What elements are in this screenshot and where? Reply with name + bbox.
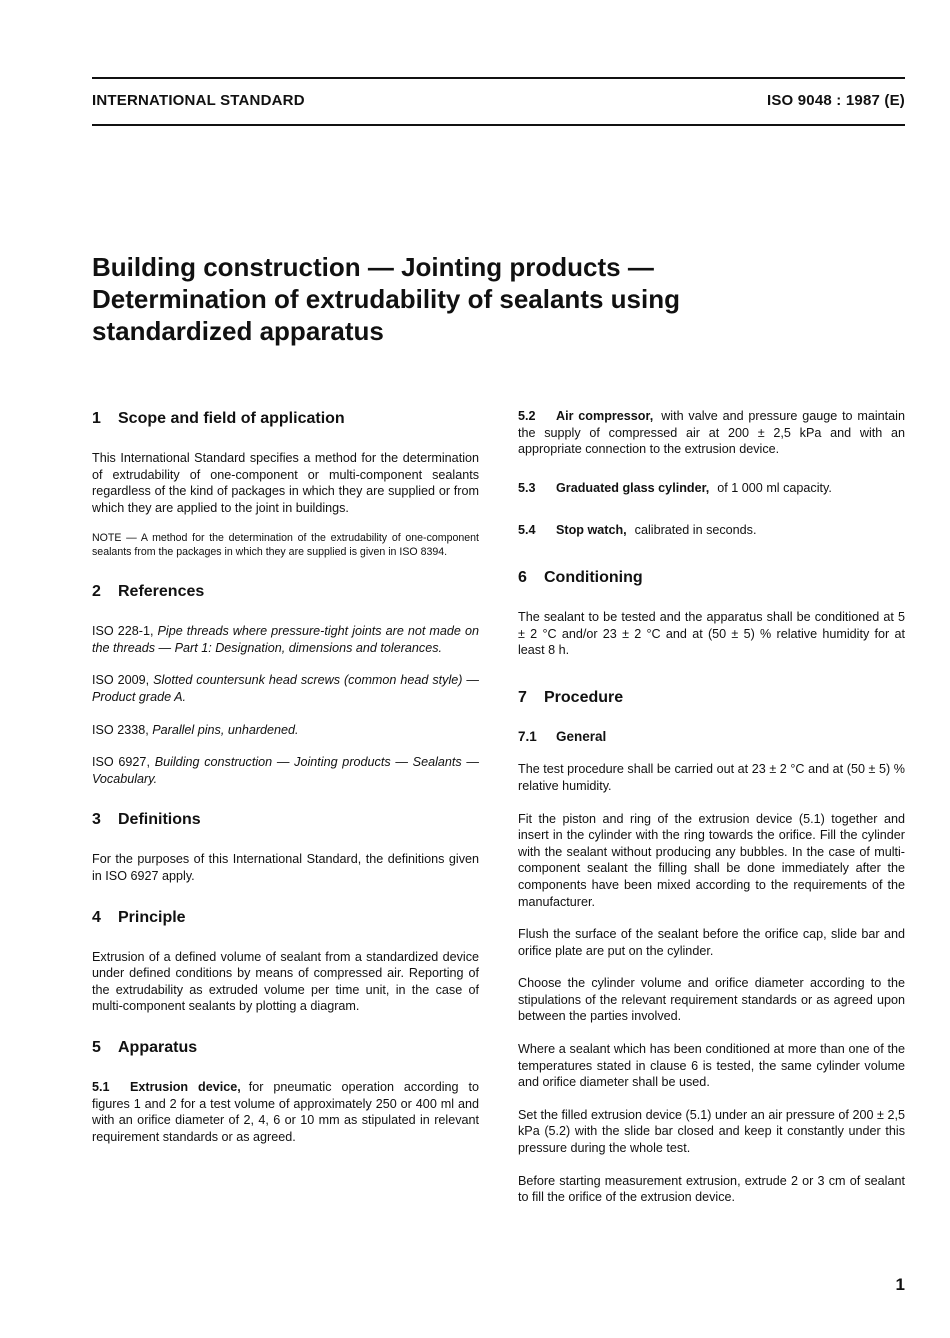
title-line-1: Building construction — Jointing products —: [92, 252, 654, 282]
procedure-paragraph: Flush the surface of the sealant before the orifice cap, slide bar and orifice plate are put on the cylinder.: [518, 927, 905, 958]
section-1-text: This International Standard specifies a method for the determination of extrudability of one-component or multi-component sealants regardless of the kind of packages in which they are supplied or from which they are applied to the joint in buildings.: [92, 451, 479, 515]
section-5-heading: 5 Apparatus: [92, 1038, 198, 1056]
title-line-3: standardized apparatus: [92, 316, 384, 346]
section-1-note: NOTE — A method for the determination of the extrudability of one-component sealants from the packages in which they are supplied is given in ISO 8394.: [92, 532, 479, 558]
section-3-text: For the purposes of this International Standard, the definitions given in ISO 6927 apply.: [92, 852, 479, 883]
reference-item: ISO 2009, Slotted countersunk head screws (common head style) — Product grade A.: [92, 673, 479, 704]
subsection-7-1-heading: 7.1 General: [518, 728, 607, 744]
section-4-heading: 4 Principle: [92, 908, 186, 926]
section-6-text: The sealant to be tested and the apparatus shall be conditioned at 5 ± 2 °C and/or 23 ± 2 °C and at (50 ± 5) % relative humidity for at least 8 h.: [518, 609, 905, 658]
procedure-paragraph: Before starting measurement extrusion, extrude 2 or 3 cm of sealant to fill the orifice of the extrusion device.: [518, 1173, 905, 1205]
procedure-paragraph: Set the filled extrusion device (5.1) under an air pressure of 200 ± 2,5 kPa (5.2) with the slide bar closed and keep it constantly under this pressure during the whole test.: [518, 1107, 905, 1156]
section-7-heading: 7 Procedure: [518, 688, 624, 706]
right-column: [518, 408, 905, 1222]
section-4-text: Extrusion of a defined volume of sealant from a standardized device under defined conditions by means of compressed air. Reporting of the extrudability as extruded volume per time unit, in the case of multi-component sealants by plotting a diagram.: [92, 949, 479, 1014]
header-top-rule: [92, 77, 905, 79]
clause-5-1: 5.1 Extrusion device, for pneumatic operation according to figures 1 and 2 for a test volume of approximately 250 or 400 ml and with an orifice diameter of 2, 4, 6 or 10 mm as stipulated in relevant requirement standards or as agreed.: [92, 1079, 479, 1144]
section-6-heading: 6 Conditioning: [518, 568, 643, 586]
header-left: INTERNATIONAL STANDARD: [92, 92, 305, 109]
clause-5-3: 5.3 Graduated glass cylinder, of 1 000 ml capacity.: [518, 480, 832, 495]
section-1-heading: 1 Scope and field of application: [92, 410, 345, 427]
reference-item: ISO 6927, Building construction — Jointing products — Sealants — Vocabulary.: [92, 755, 479, 786]
section-3-heading: 3 Definitions: [92, 811, 201, 829]
page-number: 1: [895, 1275, 905, 1294]
procedure-paragraph: Where a sealant which has been conditioned at more than one of the temperatures stated in clause 6 is tested, the same cylinder volume and orifice diameter shall be used.: [518, 1042, 905, 1090]
title-line-2: Determination of extrudability of sealants using: [92, 284, 680, 314]
header-right: ISO 9048 : 1987 (E): [766, 92, 905, 109]
reference-item: ISO 2338, Parallel pins, unhardened.: [92, 722, 299, 737]
document-title: [92, 251, 852, 347]
left-column: [92, 408, 479, 1161]
procedure-paragraph: Choose the cylinder volume and orifice diameter according to the stipulations of the relevant requirement standards or as agreed upon between the parties involved.: [518, 976, 905, 1024]
procedure-paragraph: The test procedure shall be carried out at 23 ± 2 °C and at (50 ± 5) % relative humidity.: [518, 762, 905, 793]
clause-5-2: 5.2 Air compressor, with valve and pressure gauge to maintain the supply of compressed air at 200 ± 2,5 kPa and with an appropriate connection to the extrusion device.: [518, 409, 905, 457]
clause-5-4: 5.4 Stop watch, calibrated in seconds.: [518, 523, 757, 538]
header-bottom-rule: [92, 124, 905, 126]
reference-item: ISO 228-1, Pipe threads where pressure-tight joints are not made on the threads — Part 1: Designation, dimensions and tolerances.: [92, 624, 479, 655]
section-2-heading: 2 References: [92, 583, 205, 601]
procedure-paragraph: Fit the piston and ring of the extrusion device (5.1) together and insert in the cylinder with the ring towards the orifice. Fill the cylinder with the sealant without producing any bubbles. In the case of multi-component sealant the filling shall be done immediately after the components have been mixed according to the requirements of the manufacturer.: [518, 811, 905, 909]
